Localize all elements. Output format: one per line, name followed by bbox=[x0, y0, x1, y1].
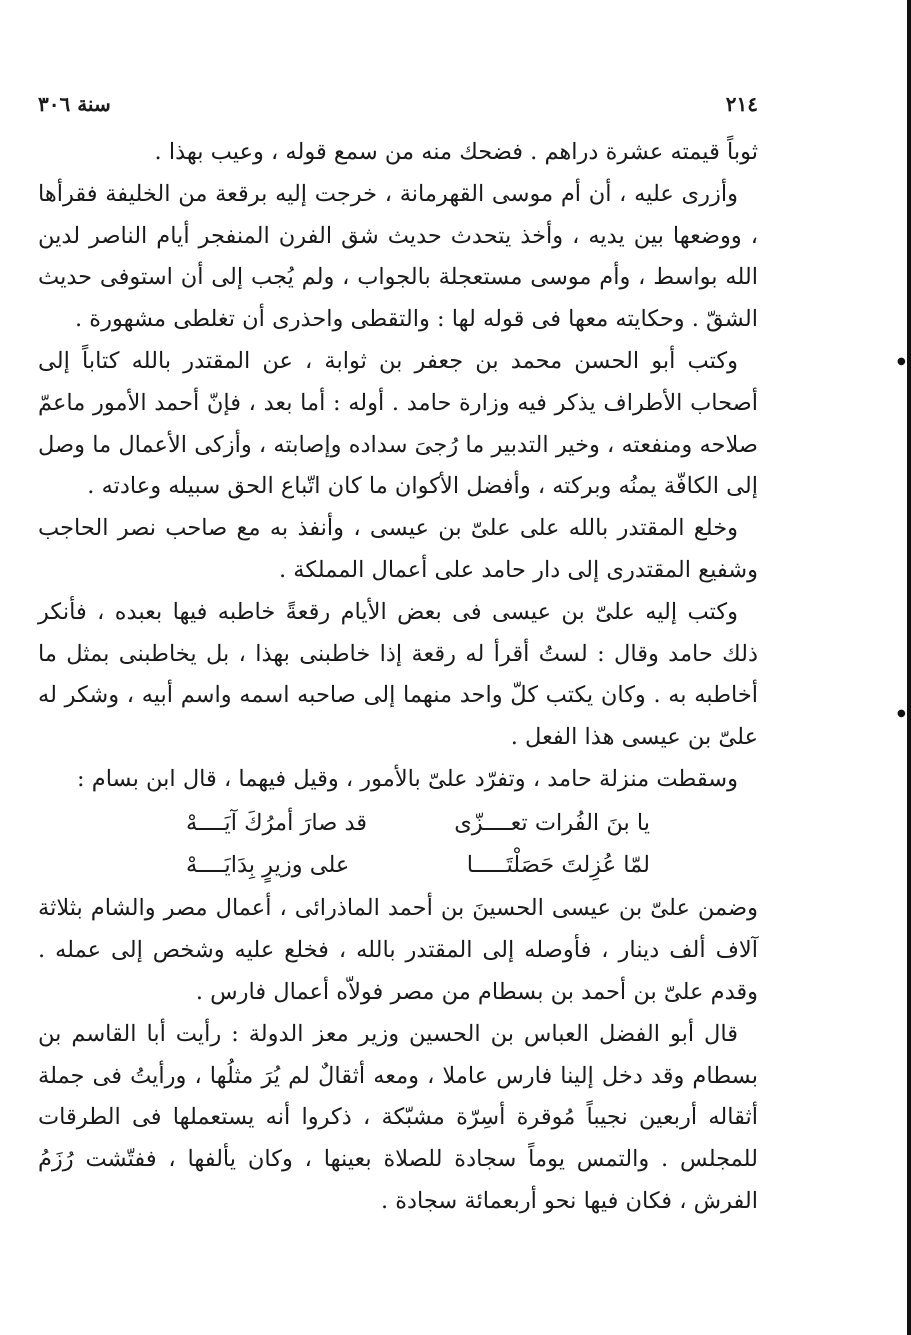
paragraph: قال أبو الفضل العباس بن الحسين وزير معز الدولة : رأيت أبا القاسم بن بسطام وقد دخل إلينا فارس عاملا ، ومعه أثقالٌ لم يُرَ مثلُها ، ورأيتُ فى جملة أثقاله أربعين نجيباً مُوقرة أسِرّة مشبّكة ، ذكروا أنه يستعملها فى الطرقات للمجلس . والتمس يوماً سجادة للصلاة بعينها ، وكان يألفها ، ففتّشت رُزَمُ الفرش ، فكان فيها نحو أربعمائة سجادة . bbox=[38, 1020, 758, 1214]
verse-hemistich: على وزيرٍ بِدَايَــــهْ bbox=[186, 851, 350, 878]
poem-verse bbox=[38, 845, 758, 887]
margin-mark: ● bbox=[897, 708, 906, 719]
paragraph: وضمن علىّ بن عيسى الحسينَ بن أحمد الماذرائى ، أعمال مصر والشام بثلاثة آلاف ألف دينار ، فأوصله إلى المقتدر بالله ، فخلع عليه وشخص إلى عمله . وقدم علىّ بن أحمد بن بسطام من مصر فولاّه أعمال فارس . bbox=[38, 895, 758, 1005]
paragraph: وكتب أبو الحسن محمد بن جعفر بن ثوابة ، عن المقتدر بالله كتاباً إلى أصحاب الأطراف يذكر فيه وزارة حامد . أوله : أما بعد ، فإنّ أحمد الأمور ماعمّ صلاحه ومنفعته ، وخير التدبير ما رُجىَ سداده وإصابته ، وأزكى الأعمال ما وصل إلى الكافّة يمنُه وبركته ، وأفضل الأكوان ما كان اتّباع الحق سبيله وعادته . bbox=[38, 347, 758, 500]
book-page bbox=[38, 92, 758, 1223]
paragraph: وأزرى عليه ، أن أم موسى القهرمانة ، خرجت إليه برقعة من الخليفة فقرأها ، ووضعها بين يديه ، وأخذ يتحدث حديث شق الفرن المنفجر أيام الناصر لدين الله بواسط ، وأم موسى مستعجلة بالجواب ، ولم يُجب إلى أن استوفى حديث الشقّ . وحكايته معها فى قوله لها : والتقطى واحذرى أن تغلطى مشهورة . bbox=[38, 180, 758, 333]
paragraph: وخلع المقتدر بالله على علىّ بن عيسى ، وأنفذ به مع صاحب نصر الحاجب وشفيع المقتدرى إلى دار حامد على أعمال المملكة . bbox=[38, 515, 758, 583]
scan-page-edge bbox=[907, 0, 911, 1335]
body-text bbox=[38, 132, 758, 1223]
margin-mark: ● bbox=[897, 356, 906, 367]
paragraph: ثوباً قيمته عشرة دراهم . فضحك منه من سمع قوله ، وعيب بهذا . bbox=[154, 139, 758, 165]
verse-hemistich: يا بنَ الفُرات تعــــزّى bbox=[454, 809, 650, 836]
verse-hemistich: قد صارَ أمرُكَ آيَــــهْ bbox=[186, 809, 368, 836]
page-number: ٢١٤ bbox=[725, 92, 758, 116]
poem-verse bbox=[38, 803, 758, 845]
poem bbox=[38, 803, 758, 887]
paragraph: وكتب إليه علىّ بن عيسى فى بعض الأيام رقعةً خاطبه فيها بعبده ، فأنكر ذلك حامد وقال : لستُ أقرأ له رقعة إذا خاطبنى بهذا ، بل يخاطبنى بمثل ما أخاطبه به . وكان يكتب كلّ واحد منهما إلى صاحبه اسمه واسم أبيه ، وشكر له علىّ بن عيسى هذا الفعل . bbox=[38, 598, 758, 751]
paragraph: وسقطت منزلة حامد ، وتفرّد علىّ بالأمور ، وقيل فيهما ، قال ابن بسام : bbox=[77, 765, 738, 792]
verse-hemistich: لمّا عُزِلتَ حَصَلْتَـــــا bbox=[466, 851, 650, 878]
page-header bbox=[38, 92, 758, 132]
running-year: سنة ٣٠٦ bbox=[38, 92, 111, 116]
